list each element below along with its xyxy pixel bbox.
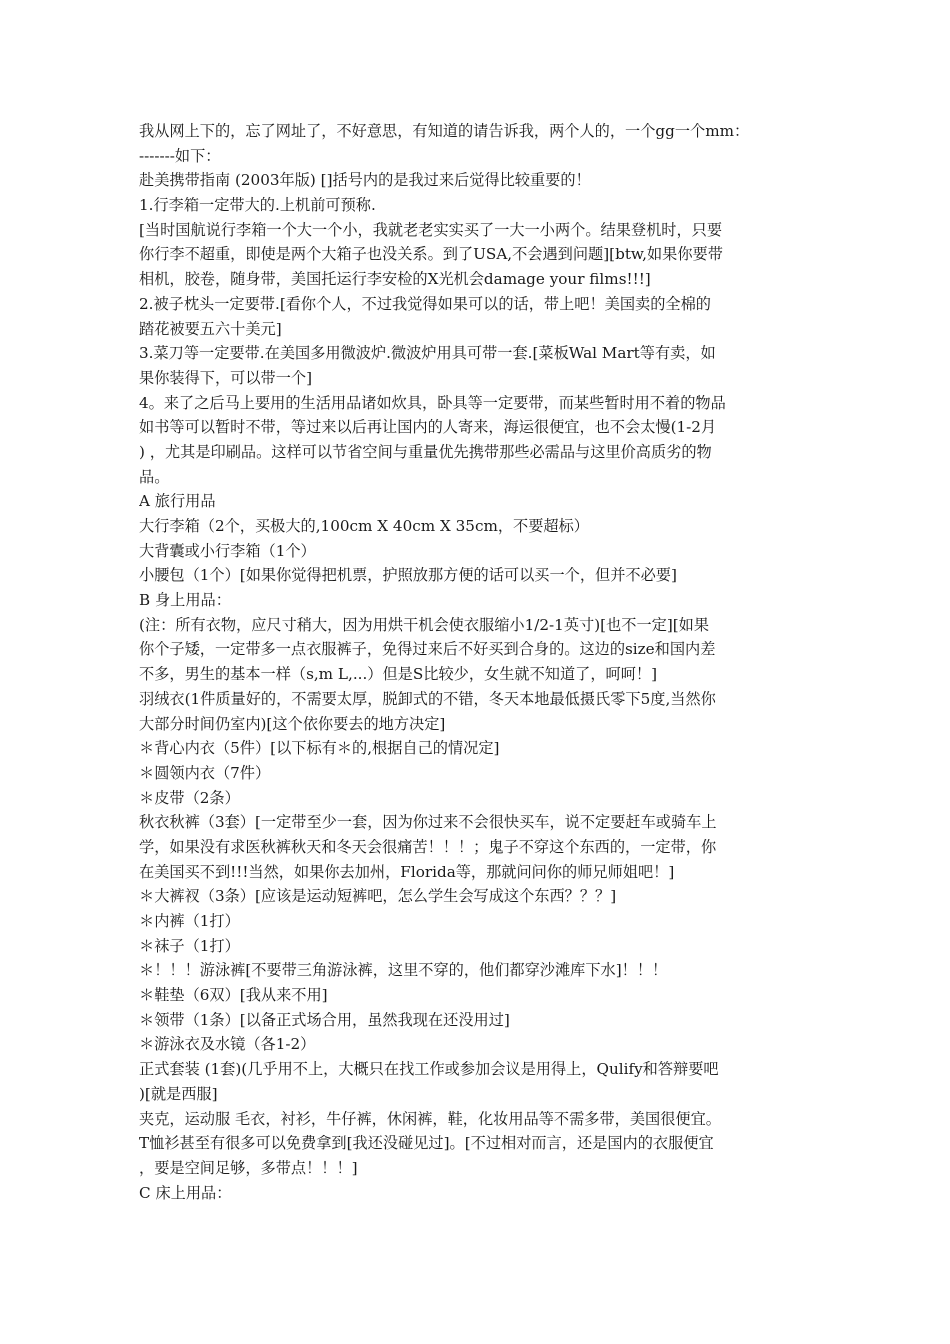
- list-item: ＊皮带（2条）: [139, 788, 240, 807]
- text-line: 2.被子枕头一定要带.[看你个人，不过我觉得如果可以的话，带上吧！美国卖的全棉的: [139, 294, 711, 313]
- list-item: ＊袜子（1打）: [139, 936, 240, 955]
- text-line: 你行李不超重，即使是两个大箱子也没关系。到了USA,不会遇到问题][btw,如果你要带: [139, 245, 723, 264]
- text-line: 4。来了之后马上要用的生活用品诸如炊具，卧具等一定要带，而某些暂时用不着的物品: [139, 393, 726, 412]
- text-line: 踏花被要五六十美元]: [139, 319, 282, 338]
- text-line: 我从网上下的，忘了网址了，不好意思，有知道的请告诉我，两个人的，一个gg一个mm：: [139, 122, 750, 140]
- list-item: ＊！！！游泳裤[不要带三角游泳裤，这里不穿的，他们都穿沙滩库下水]！！！: [139, 961, 668, 980]
- list-item: ，要是空间足够，多带点！！！]: [139, 1158, 358, 1177]
- list-item: 大行李箱（2个，买极大的,100cm X 40cm X 35cm，不要超标）: [139, 517, 589, 535]
- list-item: 秋衣秋裤（3套）[一定带至少一套，因为你过来不会很快买车，说不定要赶车或骑车上: [139, 813, 717, 832]
- text-line: 不多，男生的基本一样（s,m L,...）但是S比较少，女生就不知道了，呵呵！]: [139, 665, 658, 684]
- section-heading-a: A 旅行用品: [139, 492, 216, 511]
- list-item: 羽绒衣(1件质量好的，不需要太厚，脱卸式的不错，冬天本地最低摄氏零下5度,当然你: [139, 689, 716, 708]
- text-line: 果你装得下，可以带一个]: [139, 368, 312, 387]
- text-line: -------如下：: [139, 146, 221, 165]
- section-heading-c: C 床上用品：: [139, 1183, 232, 1202]
- list-item: 学，如果没有求医秋裤秋天和冬天会很痛苦！！！；鬼子不穿这个东西的，一定带，你: [139, 837, 717, 856]
- list-item: 正式套装 (1套)(几乎用不上，大概只在找工作或参加会议是用得上，Qulify和答辩要吧: [139, 1060, 719, 1079]
- text-line: 品。: [139, 467, 170, 486]
- list-item: T恤衫甚至有很多可以免费拿到[我还没碰见过]。[不过相对而言，还是国内的衣服便宜: [139, 1134, 714, 1153]
- text-line: 3.菜刀等一定要带.在美国多用微波炉.微波炉用具可带一套.[菜板Wal Mart等有卖，如: [139, 344, 716, 363]
- list-item: ＊背心内衣（5件）[以下标有＊的,根据自己的情况定]: [139, 739, 500, 758]
- text-line: 1.行李箱一定带大的.上机前可预称.: [139, 196, 376, 215]
- list-item: 在美国买不到!!!当然，如果你去加州，Florida等，那就问问你的师兄师姐吧！]: [139, 862, 675, 881]
- list-item: 小腰包（1个）[如果你觉得把机票，护照放那方便的话可以买一个，但并不必要]: [139, 566, 677, 585]
- list-item: )[就是西服]: [139, 1084, 218, 1103]
- list-item: 大部分时间仍室内)[这个依你要去的地方决定]: [139, 714, 446, 733]
- text-line: [当时国航说行李箱一个大一个小，我就老老实实买了一大一小两个。结果登机时，只要: [139, 220, 723, 239]
- section-heading-b: B 身上用品：: [139, 591, 231, 610]
- list-item: ＊游泳衣及水镜（各1-2）: [139, 1035, 316, 1054]
- text-line: 相机，胶卷，随身带，美国托运行李安检的X光机会damage your films!!!]: [139, 270, 651, 289]
- text-line: 你个子矮，一定带多一点衣服裤子，免得过来后不好买到合身的。这边的size和国内差: [139, 640, 716, 659]
- list-item: ＊圆领内衣（7件）: [139, 763, 271, 782]
- list-item: 夹克，运动服 毛衣，衬衫，牛仔裤，休闲裤，鞋，化妆用品等不需多带，美国很便宜。: [139, 1109, 721, 1128]
- list-item: ＊鞋垫（6双）[我从来不用]: [139, 986, 328, 1005]
- list-item: 大背囊或小行李箱（1个）: [139, 541, 316, 560]
- document-body: [139, 119, 811, 1205]
- list-item: ＊内裤（1打）: [139, 912, 240, 930]
- text-line: (注：所有衣物，应尺寸稍大，因为用烘干机会使衣服缩小1/2-1英寸)[也不一定][如果: [139, 615, 710, 634]
- guide-title: 赴美携带指南 (2003年版) []括号内的是我过来后觉得比较重要的！: [139, 171, 591, 190]
- text-line: 如书等可以暂时不带，等过来以后再让国内的人寄来，海运很便宜，也不会太慢(1-2月: [139, 418, 717, 437]
- list-item: ＊领带（1条）[以备正式场合用，虽然我现在还没用过]: [139, 1010, 510, 1029]
- text-line: ) ，尤其是印刷品。这样可以节省空间与重量优先携带那些必需品与这里价高质劣的物: [139, 442, 712, 461]
- list-item: ＊大裤衩（3条）[应该是运动短裤吧，怎么学生会写成这个东西？？？]: [139, 887, 617, 906]
